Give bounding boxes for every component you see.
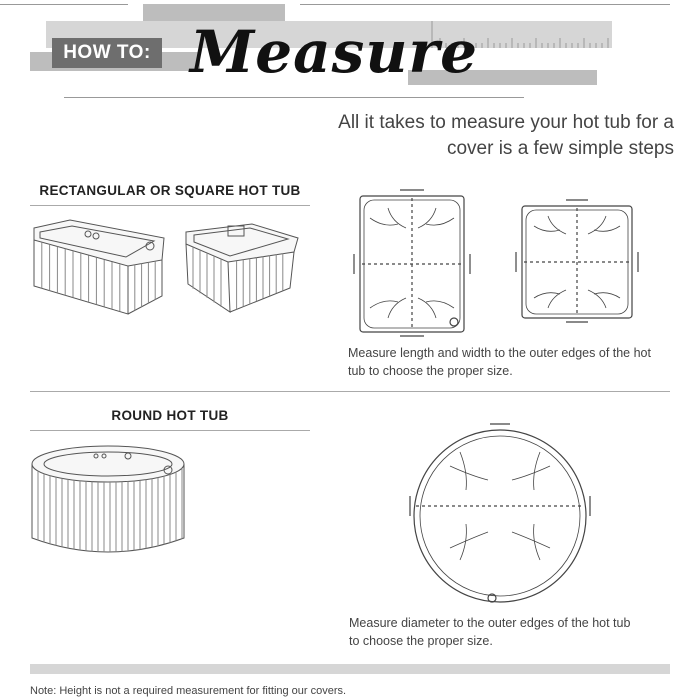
caption-line: Measure diameter to the outer edges of the hot tub bbox=[349, 616, 631, 630]
rectangular-section-title: RECTANGULAR OR SQUARE HOT TUB bbox=[39, 183, 301, 198]
intro-line: cover is a few simple steps bbox=[446, 138, 674, 159]
rectangular-hot-tub-illustration bbox=[30, 218, 170, 318]
footnote: Note: Height is not a required measurement for fitting our covers. bbox=[30, 685, 347, 697]
square-measure-diagram bbox=[512, 198, 642, 328]
section-divider bbox=[30, 205, 310, 206]
rectangular-caption bbox=[348, 344, 678, 380]
caption-line: to choose the proper size. bbox=[349, 634, 493, 648]
section-divider bbox=[30, 430, 310, 431]
round-section-title: ROUND HOT TUB bbox=[111, 408, 229, 423]
round-caption bbox=[349, 614, 679, 650]
caption-line: tub to choose the proper size. bbox=[348, 364, 513, 378]
round-measure-diagram bbox=[400, 416, 600, 616]
how-to-tag: HOW TO: bbox=[52, 38, 162, 68]
rectangular-measure-diagram bbox=[350, 188, 480, 338]
square-hot-tub-illustration bbox=[182, 222, 302, 322]
page-title: Measure bbox=[190, 18, 478, 86]
round-hot-tub-illustration bbox=[28, 442, 198, 562]
intro-line: All it takes to measure your hot tub for a bbox=[338, 112, 674, 133]
caption-line: Measure length and width to the outer edges of the hot bbox=[348, 346, 651, 360]
intro-text bbox=[300, 110, 674, 162]
header-rule-bottom bbox=[64, 97, 524, 98]
section-divider bbox=[30, 391, 670, 392]
footer-band bbox=[30, 664, 670, 674]
